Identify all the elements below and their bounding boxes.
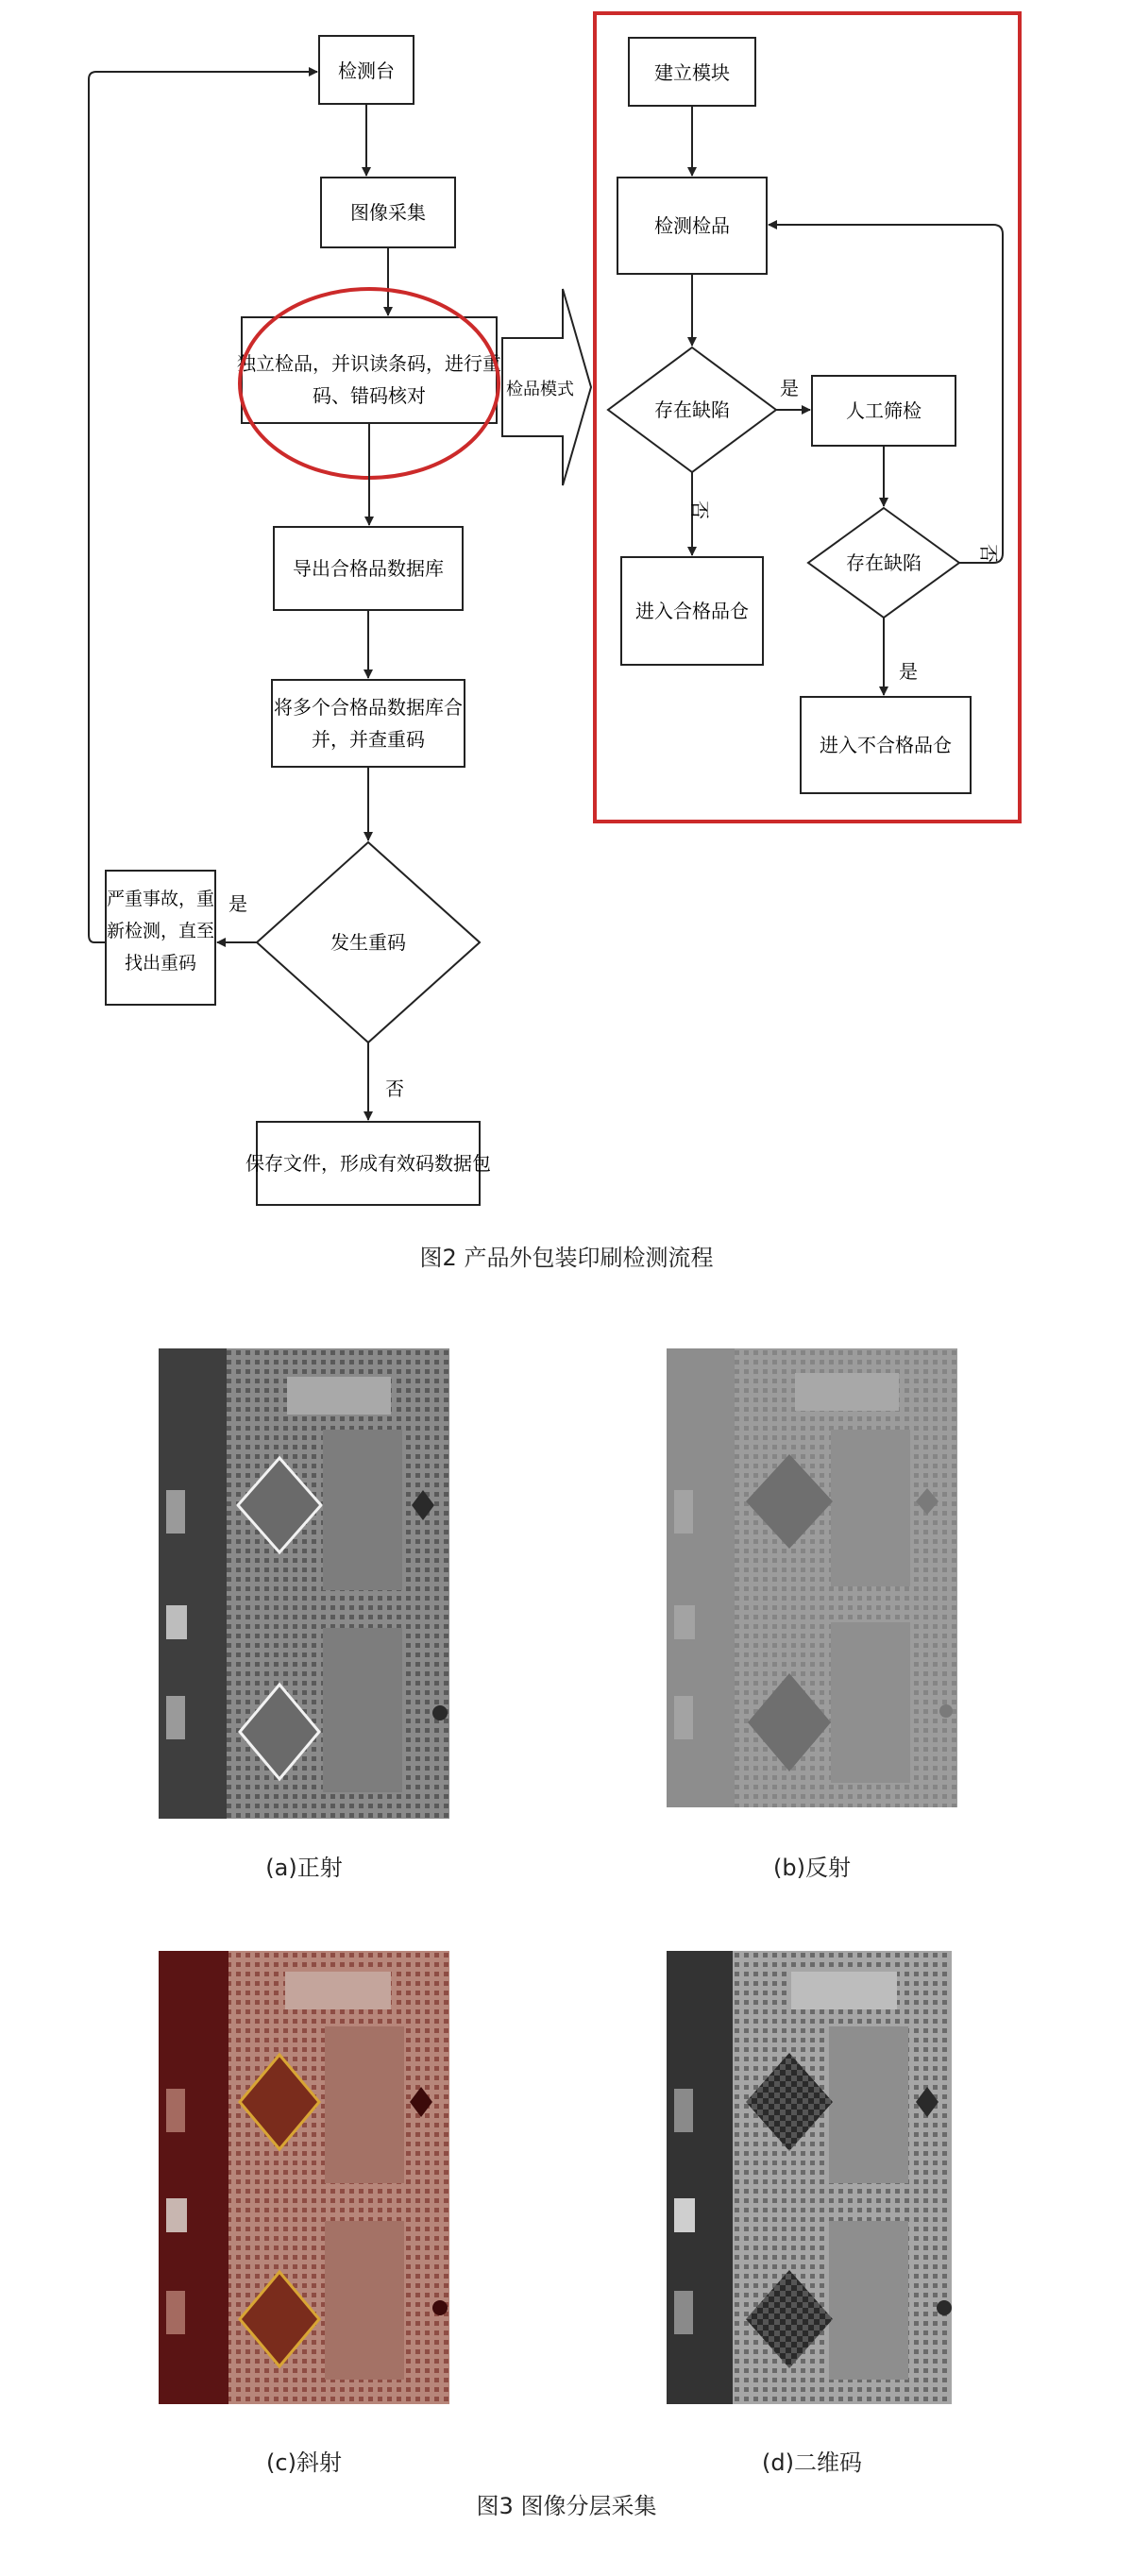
label-no-dup: 否 [385, 1077, 404, 1100]
flow-node-merge [272, 680, 465, 767]
flow-node-capture [321, 178, 455, 247]
svg-text:并，并查重码: 并，并查重码 [312, 728, 425, 751]
inspect-mode-arrow [502, 289, 591, 485]
svg-text:建立模块: 建立模块 [654, 61, 730, 84]
svg-text:检品模式: 检品模式 [506, 380, 574, 399]
mode-node-fail [801, 697, 971, 793]
mode-decision-defect-2 [808, 508, 959, 618]
mode-decision-defect-1 [608, 347, 776, 472]
figure3-caption: 图3 图像分层采集 [476, 2493, 657, 2519]
panel-a-image [159, 1348, 449, 1819]
flow-decision-duplicate [257, 842, 480, 1042]
flow-node-accident [106, 871, 215, 1005]
panel-d-label: (d)二维码 [762, 2449, 862, 2476]
svg-text:导出合格品数据库: 导出合格品数据库 [293, 557, 444, 580]
figure2-caption: 图2 产品外包装印刷检测流程 [419, 1245, 714, 1271]
svg-text:码、错码核对: 码、错码核对 [313, 384, 426, 407]
svg-text:找出重码: 找出重码 [124, 953, 197, 974]
panel-a-label: (a)正射 [265, 1855, 343, 1881]
svg-text:保存文件，形成有效码数据包: 保存文件，形成有效码数据包 [245, 1152, 491, 1175]
svg-text:将多个合格品数据库合: 将多个合格品数据库合 [274, 696, 463, 719]
mode-node-build [629, 38, 755, 106]
svg-text:新检测，直至: 新检测，直至 [106, 921, 215, 941]
mode-label-no-1: 否 [688, 500, 711, 519]
panel-b-label: (b)反射 [773, 1855, 851, 1881]
mode-label-no-2: 否 [977, 544, 1000, 563]
mode-label-yes-1: 是 [780, 377, 799, 399]
svg-text:进入合格品仓: 进入合格品仓 [635, 600, 749, 622]
svg-text:存在缺陷: 存在缺陷 [846, 551, 922, 574]
mode-node-pass [621, 557, 763, 665]
panel-b-image [667, 1348, 957, 1807]
flow-node-station [319, 36, 414, 104]
mode-node-inspect [617, 178, 767, 274]
mode-node-manual [812, 376, 955, 446]
svg-text:严重事故，重: 严重事故，重 [106, 889, 215, 909]
label-yes-dup: 是 [228, 892, 247, 915]
svg-text:检测台: 检测台 [338, 59, 395, 82]
svg-text:检测检品: 检测检品 [654, 214, 730, 237]
flow-node-save [245, 1122, 491, 1205]
panel-c-label: (c)斜射 [266, 2449, 342, 2476]
inspection-flowchart [0, 0, 1133, 1265]
flow-node-export [274, 527, 463, 610]
svg-text:图像采集: 图像采集 [350, 201, 426, 224]
mode-label-yes-2: 是 [899, 660, 918, 683]
panel-d-image [667, 1951, 952, 2404]
svg-text:人工筛检: 人工筛检 [846, 399, 922, 422]
svg-text:独立检品，并识读条码，进行重: 独立检品，并识读条码，进行重 [237, 352, 501, 375]
svg-text:存在缺陷: 存在缺陷 [654, 398, 730, 421]
svg-text:进入不合格品仓: 进入不合格品仓 [820, 734, 952, 756]
panel-c-image [159, 1951, 449, 2404]
svg-text:发生重码: 发生重码 [330, 931, 406, 954]
